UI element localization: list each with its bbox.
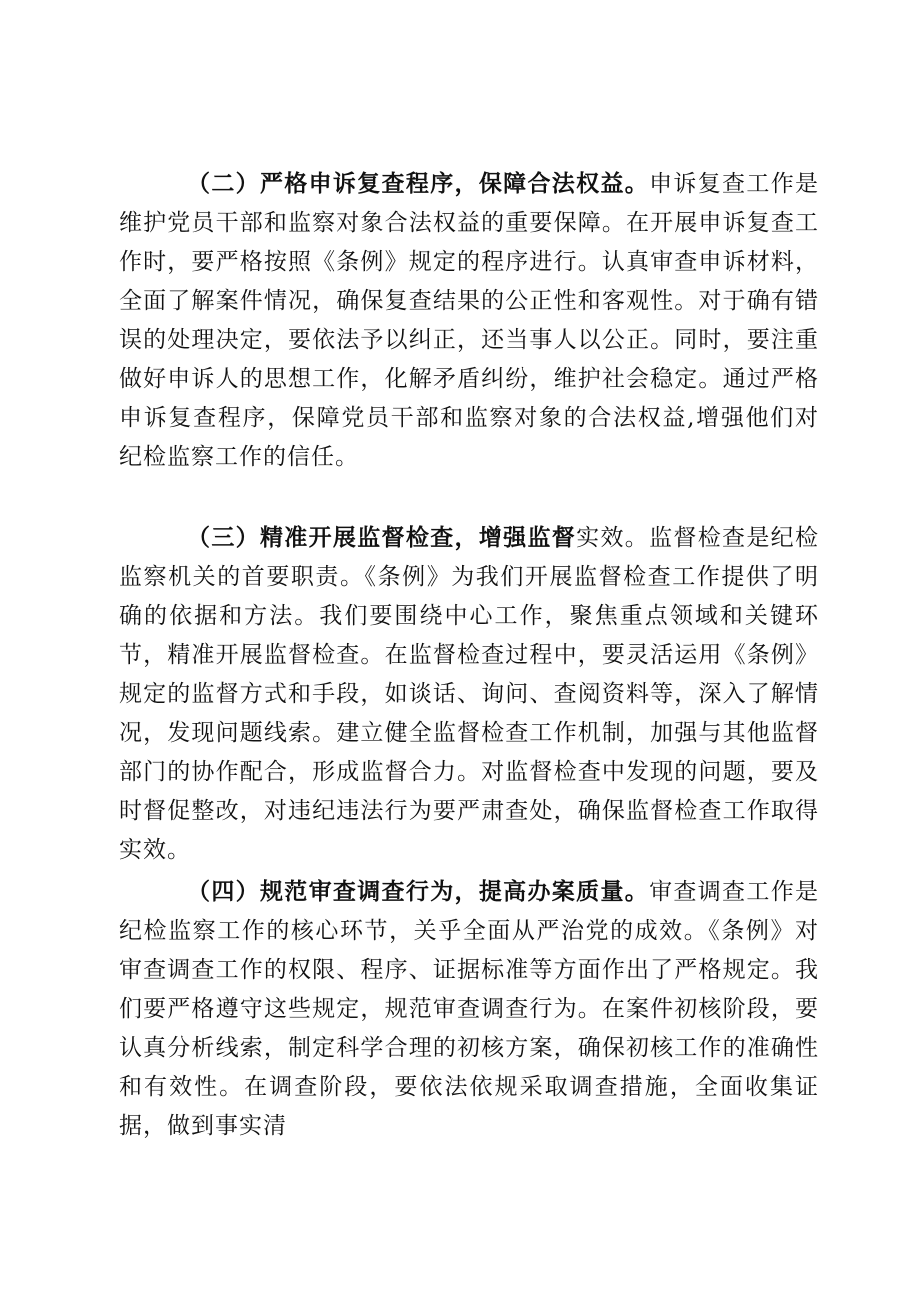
- section-body: 实效。监督检查是纪检监察机关的首要职责。《条例》为我们开展监督检查工作提供了明确的依据和方法。我们要围绕中心工作，聚焦重点领域和关键环节，精准开展监督检查。在监督检查过程中，要灵活运用《条例》规定的监督方式和手段，如谈话、询问、查阅资料等，深入了解情况，发现问题线索。建立健全监督检查工作机制，加强与其他监督部门的协作配合，形成监督合力。对监督检查中发现的问题，要及时督促整改，对违纪违法行为要严肃查处，确保监督检查工作取得实效。: [119, 525, 820, 863]
- section-heading: （二）严格申诉复查程序，保障合法权益。: [187, 170, 650, 197]
- section-appeal-review: [119, 164, 819, 477]
- section-heading: （四）规范审查调查行为，提高办案质量。: [187, 878, 650, 905]
- section-review-investigation: [119, 872, 819, 1146]
- section-body: 审查调查工作是纪检监察工作的核心环节，关乎全面从严治党的成效。《条例》对审查调查工作的权限、程序、证据标准等方面作出了严格规定。我们要严格遵守这些规定，规范审查调查行为。在案件初核阶段，要认真分析线索，制定科学合理的初核方案，确保初核工作的准确性和有效性。在调查阶段，要依法依规采取调查措施，全面收集证据，做到事实清: [119, 879, 820, 1139]
- section-body: 申诉复查工作是维护党员干部和监察对象合法权益的重要保障。在开展申诉复查工作时，要严格按照《条例》规定的程序进行。认真审查申诉材料，全面了解案件情况，确保复查结果的公正性和客观性。对于确有错误的处理决定，要依法予以纠正，还当事人以公正。同时，要注重做好申诉人的思想工作，化解矛盾纠纷，维护社会稳定。通过严格申诉复查程序，保障党员干部和监察对象的合法权益,增强他们对纪检监察工作的信任。: [119, 171, 820, 470]
- document-page: [119, 164, 820, 1139]
- section-heading: （三）精准开展监督检查，增强监督: [187, 524, 577, 551]
- section-supervision-inspection: [119, 518, 819, 870]
